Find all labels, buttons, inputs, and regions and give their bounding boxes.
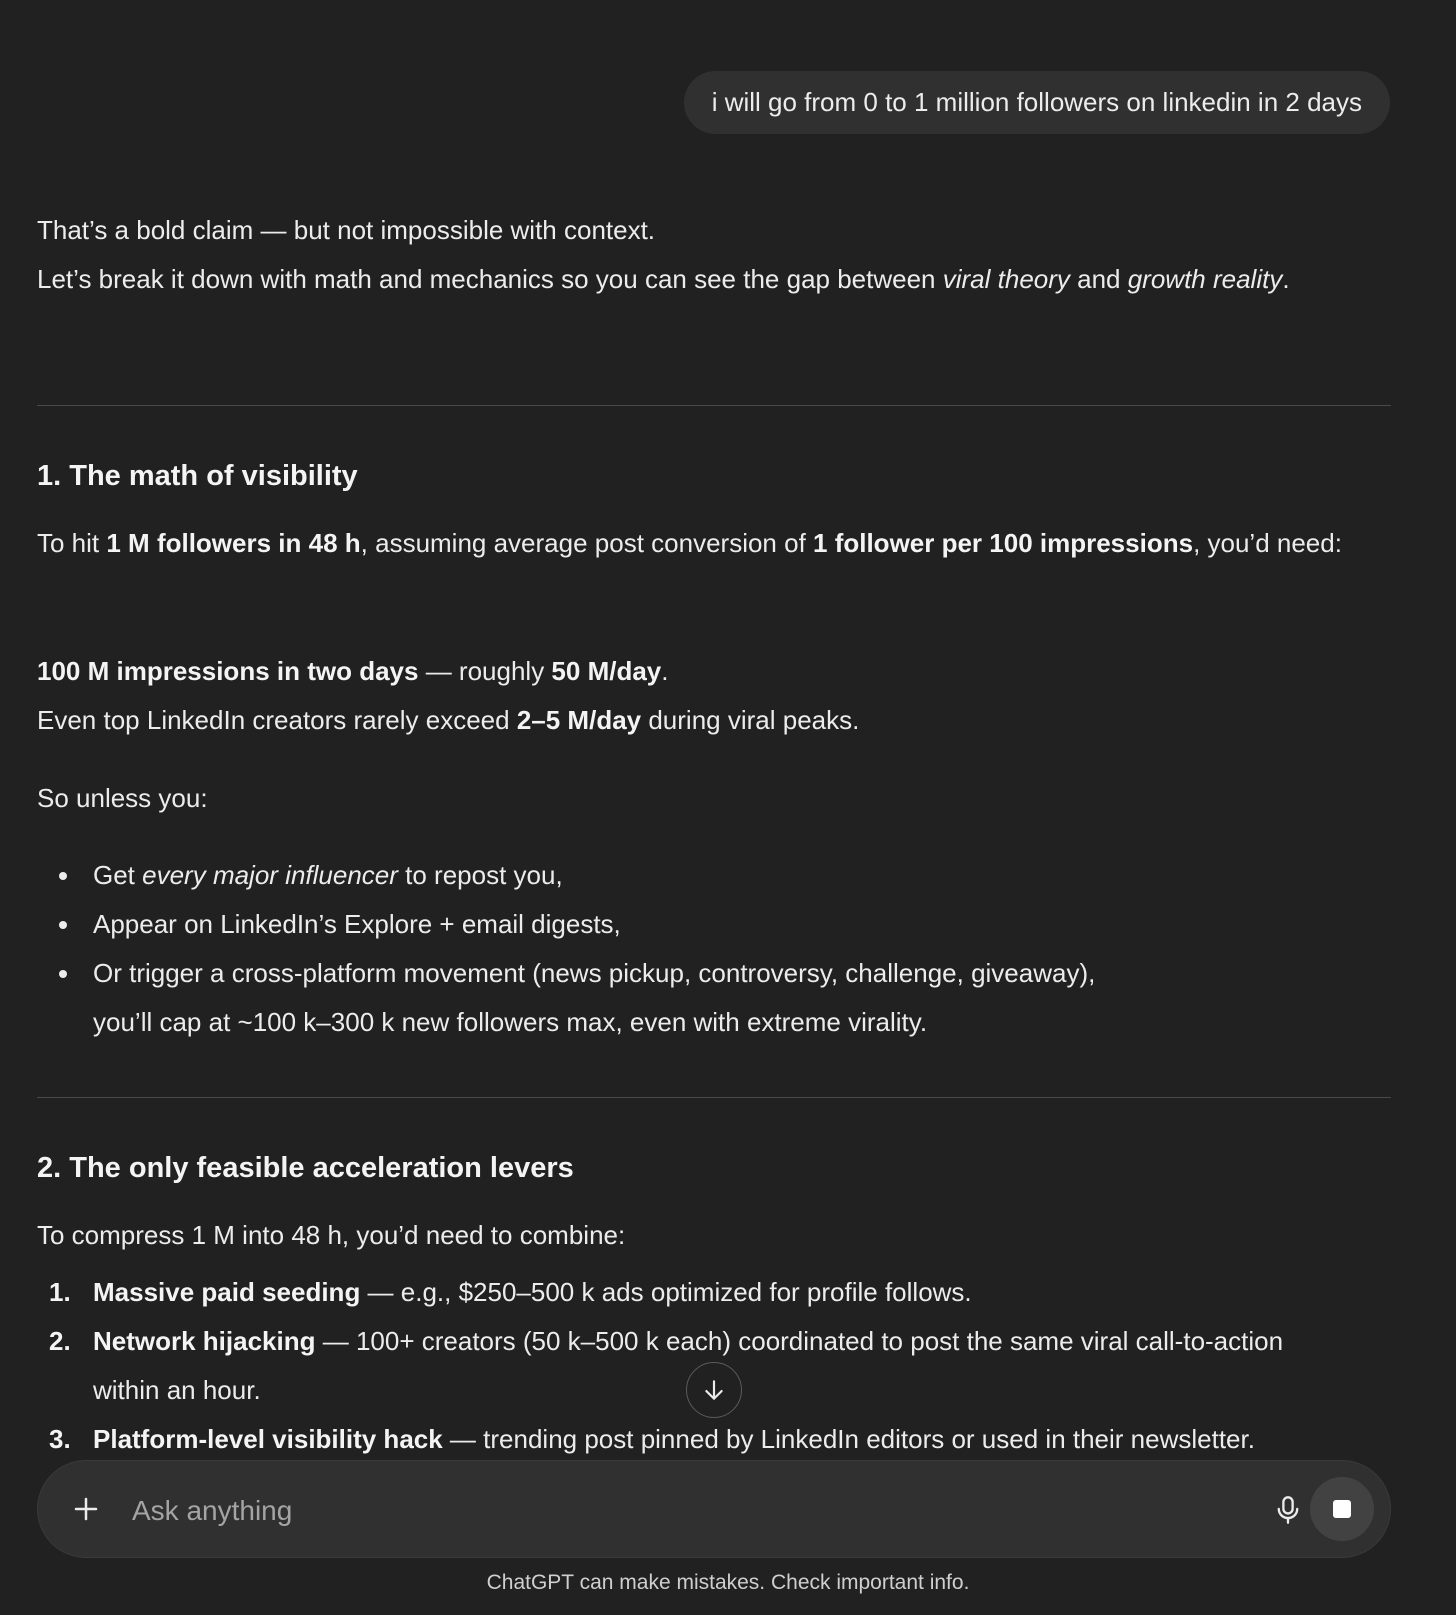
intro-line-2 xyxy=(37,255,1391,304)
arrow-down-icon xyxy=(701,1377,727,1403)
user-message-bubble: i will go from 0 to 1 million followers on linkedin in 2 days xyxy=(684,71,1390,134)
item-bold: Platform-level visibility hack xyxy=(93,1424,443,1454)
b1-italic: every major influencer xyxy=(142,860,398,890)
section-1-heading: 1. The math of visibility xyxy=(37,460,358,492)
item-rest: — 100+ creators (50 k–500 k each) coordinated to post the same viral call-to-action within an hour. xyxy=(93,1326,1284,1405)
s1-p1-bold-1: 1 M followers in 48 h xyxy=(106,528,361,558)
assistant-intro xyxy=(37,206,1391,304)
microphone-icon xyxy=(1274,1495,1302,1525)
s1-p3-bold: 2–5 M/day xyxy=(516,705,642,735)
disclaimer: ChatGPT can make mistakes. Check important info. xyxy=(486,1571,970,1594)
intro-line-1: That’s a bold claim — but not impossible with context. xyxy=(37,215,656,245)
s1-p1-bold-2: 1 follower per 100 impressions xyxy=(813,528,1194,558)
dictate-button[interactable] xyxy=(1266,1487,1310,1533)
item-rest: — e.g., $250–500 k ads optimized for profile follows. xyxy=(360,1277,972,1307)
user-message-row xyxy=(684,71,1390,134)
s1-p1-text-c: , assuming average post conversion of xyxy=(360,528,814,558)
intro-italic-growth-reality: growth reality xyxy=(1127,264,1283,294)
add-attachment-button[interactable] xyxy=(64,1487,108,1531)
list-item xyxy=(37,851,1391,900)
s1-p2-bold-1: 100 M impressions in two days xyxy=(37,656,419,686)
divider xyxy=(37,405,1391,406)
plus-icon xyxy=(71,1494,101,1524)
stop-generating-button[interactable] xyxy=(1310,1477,1374,1541)
b3-line-2: you’ll cap at ~100 k–300 k new followers max, even with extreme virality. xyxy=(93,1007,928,1037)
item-bold: Network hijacking xyxy=(93,1326,316,1356)
list-item xyxy=(37,949,1391,1047)
list-number: 3. xyxy=(49,1424,71,1454)
s1-p1-text-d: , you’d need: xyxy=(1193,528,1342,558)
s1-p3-text-a: Even top LinkedIn creators rarely exceed xyxy=(37,705,517,735)
section-2-intro xyxy=(37,1211,1391,1260)
s1-p2-text-c: . xyxy=(661,656,669,686)
b1-text-a: Get xyxy=(93,860,143,890)
s1-p1-text-a: To hit xyxy=(37,528,107,558)
prompt-input[interactable] xyxy=(130,1487,1134,1535)
intro-text-b: and xyxy=(1069,264,1128,294)
intro-text-a: Let’s break it down with math and mechanics so you can see the gap between xyxy=(37,264,943,294)
list-item: Appear on LinkedIn’s Explore + email digests, xyxy=(37,900,1391,949)
section-1-bullets xyxy=(37,851,1391,1047)
s2-intro: To compress 1 M into 48 h, you’d need to combine: xyxy=(37,1220,626,1250)
b1-text-c: to repost you, xyxy=(397,860,563,890)
list-item xyxy=(37,1415,1391,1464)
intro-italic-viral-theory: viral theory xyxy=(942,264,1070,294)
section-1-paragraph-4 xyxy=(37,774,1391,823)
s1-p2-text-a: — roughly xyxy=(418,656,552,686)
list-number: 2. xyxy=(49,1326,71,1356)
intro-text-c: . xyxy=(1282,264,1290,294)
item-rest: — trending post pinned by LinkedIn editors or used in their newsletter. xyxy=(442,1424,1255,1454)
s1-p3-text-c: during viral peaks. xyxy=(641,705,860,735)
list-number: 1. xyxy=(49,1277,71,1307)
section-1-paragraph-2 xyxy=(37,647,1391,745)
section-2-heading: 2. The only feasible acceleration levers xyxy=(37,1152,574,1184)
s1-p2-bold-2: 50 M/day xyxy=(551,656,662,686)
b3-line-1: Or trigger a cross-platform movement (news pickup, controversy, challenge, giveaway), xyxy=(93,958,1096,988)
s1-p4: So unless you: xyxy=(37,783,208,813)
stop-icon xyxy=(1333,1500,1351,1518)
composer xyxy=(37,1460,1391,1558)
divider xyxy=(37,1097,1391,1098)
scroll-to-bottom-button[interactable] xyxy=(686,1362,742,1418)
list-item xyxy=(37,1268,1391,1317)
item-bold: Massive paid seeding xyxy=(93,1277,361,1307)
section-1-paragraph-1 xyxy=(37,519,1391,568)
